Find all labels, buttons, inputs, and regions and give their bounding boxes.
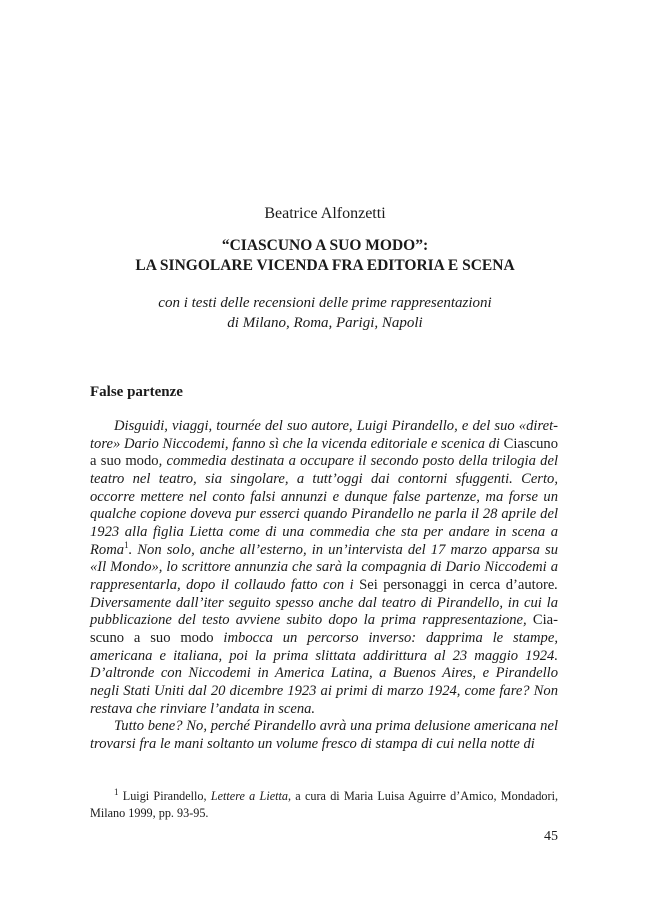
body-italic-span: imbocca un percorso inverso: dapprima le stampe, americana e italiana, poi la prima slittata addirittura al 23 maggio 1924. D’altronde con Niccodemi in America Latina, a Buenos Aires, e Pirandello negli Stati Uniti dal 20 dicembre 1923 ai primi di marzo 1924, come fare? Non restava che rinviare l’andata in scena. <box>90 629 558 717</box>
article-title <box>0 236 650 276</box>
page-number: 45 <box>544 829 558 844</box>
footnote-reference[interactable]: 1 <box>124 539 129 550</box>
title-line-2: LA SINGOLARE VICENDA FRA EDITORIA E SCENA <box>135 257 515 274</box>
footnote-1 <box>90 788 558 822</box>
section-heading: False partenze <box>90 384 183 400</box>
footnote-number: 1 <box>114 786 119 797</box>
work-title-span: Sei personaggi in cerca d’autore <box>359 576 555 593</box>
work-title-span: Ciascuno a suo modo <box>90 435 558 470</box>
subtitle-line-2: di Milano, Roma, Parigi, Napoli <box>227 315 423 331</box>
body-italic-span: Tutto bene? No, perché Pirandello avrà una prima delusione americana nel trovarsi fra le mani soltanto un volume fresco di stampa di cui nella notte di <box>90 718 558 752</box>
body-italic-span: , commedia destinata a occupare il secondo posto della trilogia del teatro nel teatro, sia singolare, a tutt’oggi dai contorni sfuggenti. Certo, occorre mettere nel conto falsi annunzi e dunque false partenze, ma forse un qualche copione doveva pur esserci quando Pirandello ne parla il 28 aprile del 1923 alla figlia Lietta come di una commedia che sta per andare in scena a Roma <box>90 453 558 558</box>
title-line-1: “CIASCUNO A SUO MODO”: <box>221 237 429 254</box>
author-name: Beatrice Alfonzetti <box>264 205 386 222</box>
footnote-text-post: , a cura di Maria Luisa Aguirre d’Amico, Mondadori, Milano 1999, pp. 93-95. <box>90 789 558 820</box>
body-italic-span: Disguidi, viaggi, tournée del suo autore, Luigi Pirandello, e del suo «direttore» Dario Niccodemi, fanno sì che la vicenda editoriale e scenica di <box>90 418 558 452</box>
paragraph-1 <box>90 418 558 718</box>
subtitle-line-1: con i testi delle recensioni delle prime rappresentazioni <box>158 295 492 311</box>
paragraph-2 <box>90 718 558 753</box>
body-text <box>90 418 558 753</box>
body-italic-span: . Non solo, anche all’esterno, in un’intervista del 17 marzo apparsa su «Il Mondo», lo scrittore annunzia che sarà la compagnia di Dario Niccodemi a rappresentarla, dopo il collaudo fatto con i <box>90 541 558 593</box>
body-italic-span: . Diversamente dall’iter seguito spesso anche dal teatro di Pirandello, in cui la pubblicazione del testo avviene subito dopo la prima rappresentazione, <box>90 576 558 629</box>
footnote <box>90 788 558 822</box>
footnote-text-pre: Luigi Pirandello, <box>118 789 211 803</box>
footnote-work-title: Lettere a Lietta <box>210 789 288 803</box>
article-subtitle <box>0 293 650 333</box>
work-title-span: Ciascuno a suo modo <box>90 612 558 646</box>
